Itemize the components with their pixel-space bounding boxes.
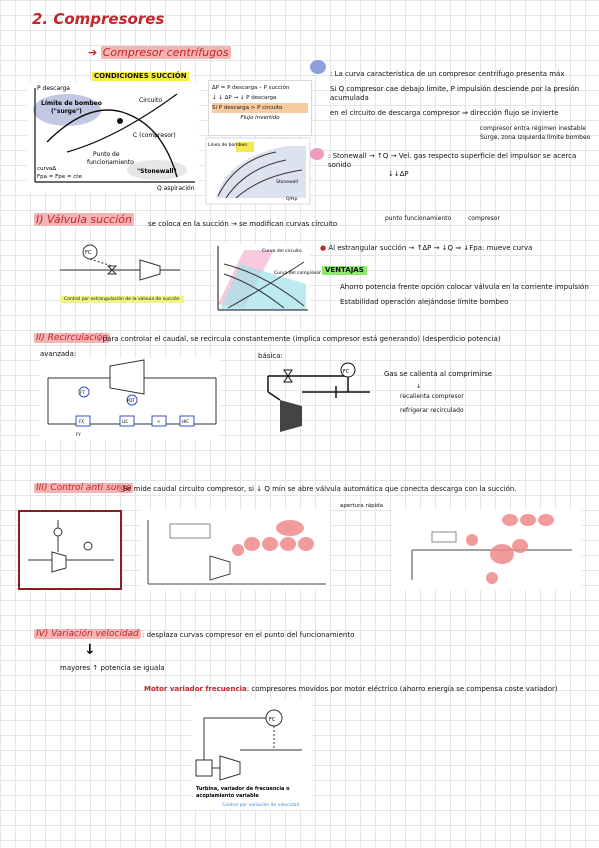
surge-label-2: ("surge"): [51, 108, 82, 115]
basic-fc-tag: FC: [343, 369, 350, 375]
anti-surge-diagram-2: [140, 510, 330, 590]
speed-variation-text: : desplaza curvas compresor en el punto del funcionamiento: [142, 631, 355, 639]
arrow-icon: ➔: [88, 46, 98, 59]
tag-ft: FT: [80, 390, 85, 395]
tag-fy: FY: [76, 432, 81, 437]
tag-fx: FX: [79, 419, 85, 424]
eq-line-1: ∆P = P descarga – P succión: [212, 85, 290, 91]
blue-note-2: Si Q compresor cae debajo límite, P impulsión desciende por la presión acumulada: [330, 85, 580, 102]
speed-fc-tag: FC: [269, 717, 276, 723]
ventaja-2: Estabilidad operación alejándose límite bombeo: [340, 298, 509, 306]
label-punto: punto funcionamiento: [385, 215, 452, 222]
mini-label-stonewall: Stonewall: [276, 180, 298, 185]
motor-note: Motor variador frecuencia: compresores movidos por motor eléctrico (ahorro energía se compensa coste variador): [144, 685, 558, 693]
recirc-note-1: Gas se calienta al comprimirse: [384, 370, 493, 378]
label-compresor: compresor: [468, 215, 500, 222]
advanced-recirculation-diagram: [40, 358, 220, 440]
eq-line-2: ↓ ↓ ∆P → ↓ P descarga: [212, 95, 277, 101]
op-point-label-2: funcionamiento: [87, 159, 134, 166]
section-heading-centrifugal: ➔ Compresor centrífugos: [88, 46, 229, 59]
speed-control-diagram: [192, 700, 312, 810]
blue-bullet-icon: [310, 60, 326, 74]
speed-caption-3: Control por variación de velocidad: [222, 803, 300, 808]
blue-note-1: : La curva característica de un compresor centrífugo presenta máx: [330, 70, 565, 78]
eq-line-3: Si P descarga > P circuito: [212, 103, 308, 113]
eq-line-4: Flujo invertido: [240, 115, 280, 121]
anti-surge-diagram-3: [392, 510, 582, 590]
pink-note: [328, 152, 594, 179]
tag-lic: LIC: [122, 419, 129, 424]
speed-variation-sub: mayores ↑ potencia se iguala: [60, 664, 165, 672]
pink-note-2: ↓↓∆P: [388, 170, 409, 178]
blue-note-3: en el circuito de descarga compresor ⇒ dirección flujo se invierte: [330, 109, 559, 117]
curve-label-circuit: Curva del circuito: [262, 249, 302, 254]
pink-note-1: : Stonewall → ↑Q → Vel. gas respecto superficie del impulsor se acerca sonido: [328, 152, 577, 169]
anti-surge-diagram-1: [18, 510, 122, 590]
blue-note-4: compresor entra régimen inestable: [480, 125, 586, 132]
basica-label: básica:: [258, 352, 283, 360]
section-heading-anti-surge: III) Control anti surge: [36, 483, 132, 493]
curve-note: curva∆: [37, 166, 57, 172]
curve-label-compressor: Curva del compresor: [274, 271, 321, 276]
operating-point: [117, 118, 123, 124]
avanzada-label: avanzada:: [40, 350, 77, 358]
suction-valve-text: se coloca en la succión → se modifican curvas circuito: [148, 220, 338, 228]
tag-hic: HIC: [182, 419, 189, 424]
suction-caption: Control por estrangulación de la válvula de succión: [60, 296, 184, 303]
recirculation-text: : para controlar el caudal, se recircula constantemente (implica compresor está generando) (desperdicio potencia): [98, 335, 501, 343]
op-point-label: Punto de: [93, 151, 120, 158]
mini-label-axis: Q/Hp: [286, 197, 298, 202]
speed-caption-1: Turbina, variador de frecuencia o: [196, 786, 290, 792]
ventajas-label: VENTAJAS: [322, 266, 367, 275]
stonewall-mini-chart: [206, 138, 310, 204]
tag-lt: <: [157, 419, 161, 424]
blue-notes: [330, 70, 592, 142]
suction-curves-chart: [214, 244, 321, 314]
ventaja-1: Ahorro potencia frente opción colocar válvula en la corriente impulsión: [340, 283, 589, 291]
recirc-note-arrow: ↓: [416, 383, 422, 390]
pink-bullet-icon: [310, 148, 324, 160]
stonewall-label: "Stonewall": [137, 168, 177, 175]
suction-valve-diagram: [50, 240, 190, 300]
compressor-label: C (compresor): [133, 132, 176, 139]
x-axis-label: Q aspiración: [157, 185, 195, 192]
surge-label: Límite de bombeo: [41, 100, 102, 107]
anti-surge-text: : Se mide caudal circuito compresor, si ↓ Q mín se abre válvula automática que conecta descarga con la succión.: [118, 485, 517, 493]
section-heading-suction-valve: I) Válvula succión: [36, 213, 132, 226]
page-title: 2. Compresores: [32, 10, 165, 28]
circuit-label: Circuito: [139, 97, 162, 104]
basic-recirculation-diagram: [262, 360, 372, 438]
compressor-curve-chart: [27, 82, 199, 192]
mini-label-surge: Línea de bombeo: [208, 143, 247, 148]
blue-note-5: Surge, zona izquierda límite bombeo: [480, 134, 591, 141]
curve-note-2: Fpa = Fpe = cte: [37, 174, 82, 180]
anti-surge-note: apertura rápida: [340, 503, 384, 509]
speed-caption-2: acoplamiento variable: [196, 793, 259, 799]
recirc-note-3: refrigerar recirculado: [400, 407, 464, 414]
y-axis-label: P descarga: [37, 85, 70, 92]
pressure-equations: [208, 80, 312, 136]
suction-note: ● Al estrangular succión → ↑∆P → ↓Q ⇒ ↓Fpa: mueve curva: [320, 244, 533, 252]
fc-tag: FC: [85, 250, 92, 256]
recirc-note-2: recalienta compresor: [400, 393, 464, 400]
tag-pdt: PDT: [127, 398, 135, 403]
subheading-suction: CONDICIONES SUCCIÓN: [94, 72, 187, 80]
down-arrow-icon: ↓: [84, 642, 96, 658]
section-heading-speed-variation: IV) Variación velocidad: [36, 629, 139, 639]
section-heading-recirculation: II) Recirculación: [36, 333, 108, 343]
